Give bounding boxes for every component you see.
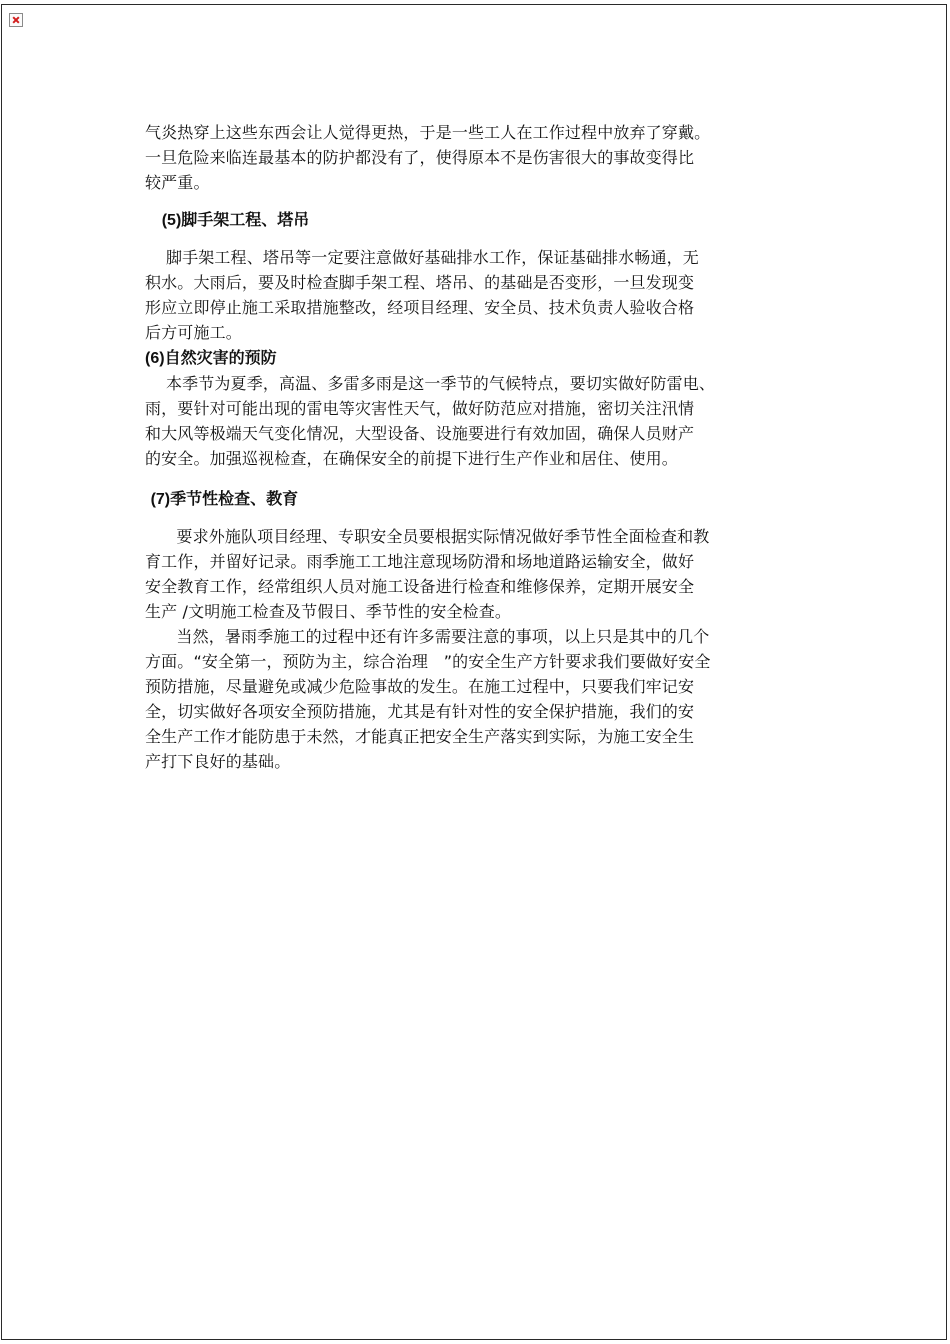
document-page: [1, 4, 947, 1340]
text-line: 要求外施队项目经理、专职安全员要根据实际情况做好季节性全面检查和教: [145, 527, 710, 546]
text-line: 一旦危险来临连最基本的防护都没有了，使得原本不是伤害很大的事故变得比: [145, 148, 695, 167]
text-line: 雨，要针对可能出现的雷电等灾害性天气，做好防范应对措施，密切关注汛情: [145, 399, 695, 418]
text-line: 和大风等极端天气变化情况，大型设备、设施要进行有效加固，确保人员财产: [145, 424, 695, 443]
text-line: 脚手架工程、塔吊等一定要注意做好基础排水工作，保证基础排水畅通，无: [145, 248, 699, 267]
text-line: 预防措施，尽量避免或减少危险事故的发生。在施工过程中，只要我们牢记安: [145, 677, 695, 696]
text-line: 后方可施工。: [145, 323, 242, 342]
text-line: 较严重。: [145, 173, 210, 192]
text-line: 育工作，并留好记录。雨季施工工地注意现场防滑和场地道路运输安全，做好: [145, 552, 695, 571]
text-line: 本季节为夏季，高温、多雷多雨是这一季节的气候特点，要切实做好防雷电、: [145, 374, 716, 393]
text-line: 全生产工作才能防患于未然，才能真正把安全生产落实到实际，为施工安全生: [145, 727, 695, 746]
section-6-paragraph: [145, 371, 775, 471]
text-line: 当然，暑雨季施工的过程中还有许多需要注意的事项，以上只是其中的几个: [145, 627, 710, 646]
text-line: 生产 /文明施工检查及节假日、季节性的安全检查。: [145, 602, 512, 621]
text-line: 产打下良好的基础。: [145, 752, 291, 771]
text-line: 的安全。加强巡视检查，在确保安全的前提下进行生产作业和居住、使用。: [145, 449, 678, 468]
section-7-heading: (7)季节性检查、教育: [150, 489, 299, 508]
text-line: 形应立即停止施工采取措施整改，经项目经理、安全员、技术负责人验收合格: [145, 298, 695, 317]
section-6-heading: (6)自然灾害的预防: [145, 348, 277, 367]
document-body: [145, 120, 775, 774]
section-5-paragraph: [145, 245, 775, 345]
text-line: 全，切实做好各项安全预防措施，尤其是有针对性的安全保护措施，我们的安: [145, 702, 695, 721]
intro-paragraph: [145, 120, 775, 195]
section-7-paragraph: [145, 524, 775, 624]
text-line: 安全教育工作，经常组织人员对施工设备进行检查和维修保养，定期开展安全: [145, 577, 695, 596]
section-5-heading: (5)脚手架工程、塔吊: [161, 210, 310, 229]
broken-image-icon: [9, 13, 23, 27]
text-line: 方面。“安全第一，预防为主，综合治理 ”的安全生产方针要求我们要做好安全: [145, 652, 711, 671]
text-line: 积水。大雨后，要及时检查脚手架工程、塔吊、的基础是否变形，一旦发现变: [145, 273, 695, 292]
text-line: 气炎热穿上这些东西会让人觉得更热，于是一些工人在工作过程中放弃了穿戴。: [145, 123, 711, 142]
conclusion-paragraph: [145, 624, 775, 774]
